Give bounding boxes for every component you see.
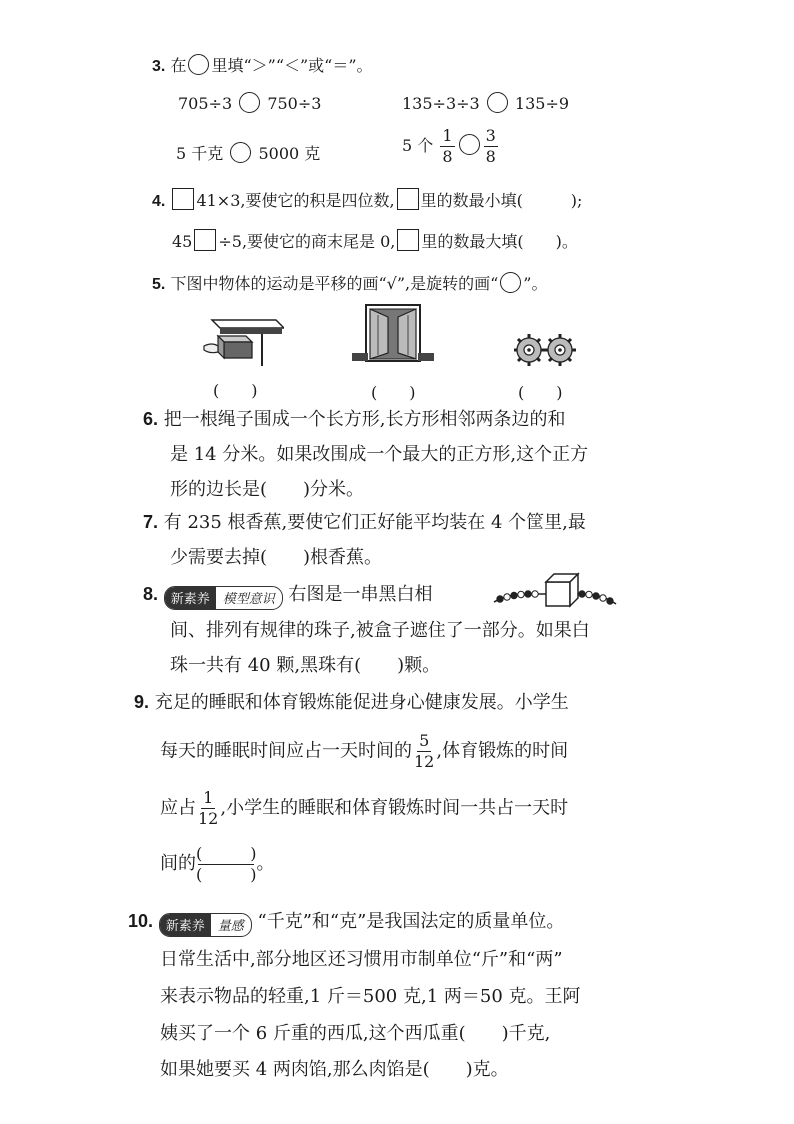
q8-line3: 珠一共有 40 颗,黑珠有( )颗。 (170, 655, 441, 676)
q5-number: 5. (152, 276, 166, 293)
q3-row2-left: 5 千克 5000 克 (176, 144, 321, 163)
q9-line2: 每天的睡眠时间应占一天时间的 $\frac{5}{12}$ ,体育锻炼的时间 (160, 731, 569, 771)
q7-line2: 少需要去掉( )根香蕉。 (170, 547, 383, 568)
square-blank[interactable] (397, 229, 419, 251)
drawer-icon (198, 306, 284, 368)
compare-circle[interactable] (487, 92, 508, 113)
new-literacy-badge: 新素养 量感 (159, 913, 252, 937)
q4-line1: 4. 41×3,要使它的积是四位数, 里的数最小填( ); (152, 188, 582, 211)
q6-line3: 形的边长是( )分米。 (170, 479, 365, 500)
fraction: $\frac{5}{12}$ (414, 731, 435, 771)
q10-line3: 来表示物品的轻重,1 斤＝500 克,1 两＝50 克。王阿 (160, 986, 581, 1007)
q5-blank-3[interactable]: ( ) (518, 383, 563, 402)
q10-line2: 日常生活中,部分地区还习惯用市制单位“斤”和“两” (160, 949, 563, 970)
compare-circle[interactable] (239, 92, 260, 113)
q3-intro: 3. 在 里填“＞”“＜”或“＝”。 (152, 56, 373, 75)
q8-line2: 间、排列有规律的珠子,被盒子遮住了一部分。如果白 (170, 620, 590, 641)
q4-number: 4. (152, 193, 166, 210)
square-blank[interactable] (194, 229, 216, 251)
fraction: $\frac{1}{12}$ (198, 788, 219, 828)
q10-line1: 10. 新素养 量感 “千克”和“克”是我国法定的质量单位。 (128, 907, 564, 937)
elevator-door-icon (352, 303, 434, 371)
q10-line5: 如果她要买 4 两肉馅,那么肉馅是( )克。 (160, 1059, 509, 1080)
q3-row1-left: 705÷3 750÷3 (178, 94, 322, 113)
q6-number: 6. (143, 409, 159, 429)
q9-line4: 间的 $\frac{( )}{( )}$ 。 (160, 844, 275, 884)
q4-line2: 45 ÷5,要使它的商末尾是 0, 里的数最大填( )。 (172, 229, 578, 252)
q5-text: 5. 下图中物体的运动是平移的画“√”,是旋转的画“ ”。 (152, 274, 548, 293)
q7-line1: 7. 有 235 根香蕉,要使它们正好能平均装在 4 个筐里,最 (143, 512, 586, 533)
q6-line1: 6. 把一根绳子围成一个长方形,长方形相邻两条边的和 (143, 409, 566, 430)
fraction: $\frac{1}{8}$ (442, 126, 453, 166)
q9-number: 9. (134, 692, 150, 712)
q10-line4: 姨买了一个 6 斤重的西瓜,这个西瓜重( )千克, (160, 1023, 551, 1044)
square-blank[interactable] (172, 188, 194, 210)
q5-blank-2[interactable]: ( ) (371, 383, 416, 402)
q3-row2-right: 5 个 $\frac{1}{8}$ $\frac{3}{8}$ (402, 126, 496, 166)
beads-box-icon (492, 568, 618, 612)
q3-number: 3. (152, 58, 166, 75)
q8-line1: 8. 新素养 模型意识 右图是一串黑白相 (143, 580, 433, 610)
q9-line1: 9. 充足的睡眠和体育锻炼能促进身心健康发展。小学生 (134, 692, 569, 713)
q3-row1-right: 135÷3÷3 135÷9 (402, 94, 570, 113)
compare-circle[interactable] (230, 142, 251, 163)
gears-icon (514, 330, 576, 370)
circle-blank-icon (188, 54, 209, 75)
q10-number: 10. (128, 911, 154, 931)
q5-blank-1[interactable]: ( ) (213, 381, 258, 400)
q8-number: 8. (143, 584, 159, 604)
square-blank[interactable] (397, 188, 419, 210)
q6-line2: 是 14 分米。如果改围成一个最大的正方形,这个正方 (170, 444, 589, 465)
fraction: $\frac{3}{8}$ (485, 126, 496, 166)
new-literacy-badge: 新素养 模型意识 (164, 586, 283, 610)
q7-number: 7. (143, 512, 159, 532)
compare-circle[interactable] (459, 134, 480, 155)
q9-line3: 应占 $\frac{1}{12}$ ,小学生的睡眠和体育锻炼时间一共占一天时 (160, 788, 569, 828)
circle-blank-icon (500, 272, 521, 293)
fraction-answer-blank[interactable]: $\frac{( )}{( )}$ (196, 844, 257, 884)
